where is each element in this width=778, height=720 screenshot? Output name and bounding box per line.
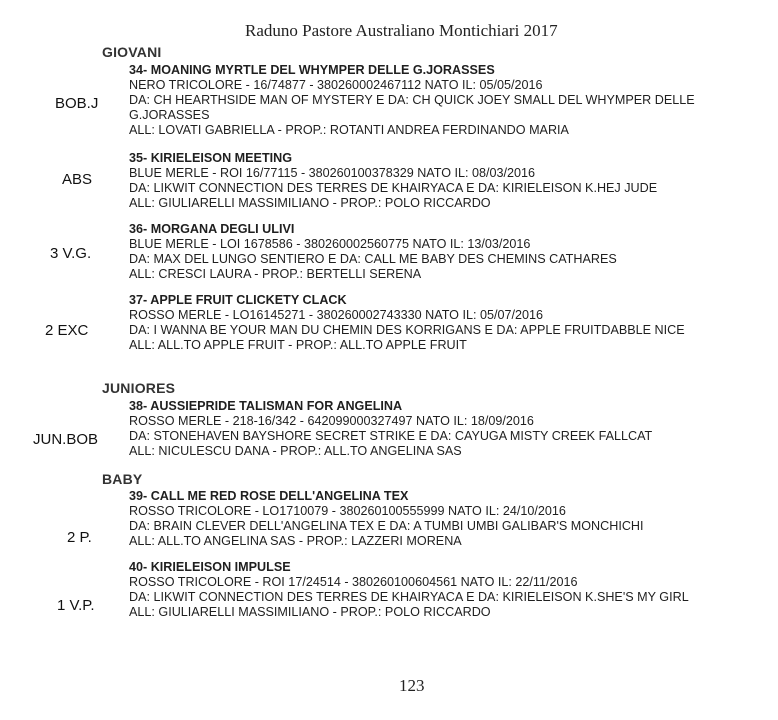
dog-owners: ALL: ALL.TO APPLE FRUIT - PROP.: ALL.TO APPLE FRUIT [129,338,467,352]
result-label: 2 EXC [45,322,89,339]
section-heading-baby: BABY [102,471,143,487]
dog-name: 39- CALL ME RED ROSE DELL'ANGELINA TEX [129,489,409,503]
result-label: BOB.J [55,95,99,112]
dog-entry [129,293,769,353]
dog-owners: ALL: ALL.TO ANGELINA SAS - PROP.: LAZZERI MORENA [129,534,462,548]
dog-parents: DA: LIKWIT CONNECTION DES TERRES DE KHAIRYACA E DA: KIRIELEISON K.SHE'S MY GIRL [129,590,689,604]
dog-owners: ALL: CRESCI LAURA - PROP.: BERTELLI SERENA [129,267,422,281]
dog-entry [129,489,769,549]
dog-owners: ALL: GIULIARELLI MASSIMILIANO - PROP.: POLO RICCARDO [129,605,491,619]
dog-name: 37- APPLE FRUIT CLICKETY CLACK [129,293,347,307]
result-label: 2 P. [67,529,92,546]
dog-parents: DA: BRAIN CLEVER DELL'ANGELINA TEX E DA: A TUMBI UMBI GALIBAR'S MONCHICHI [129,519,644,533]
dog-parents: DA: CH HEARTHSIDE MAN OF MYSTERY E DA: CH QUICK JOEY SMALL DEL WHYMPER DELLE G.JORASSES [129,93,695,122]
dog-name: 38- AUSSIEPRIDE TALISMAN FOR ANGELINA [129,399,403,413]
page-title: Raduno Pastore Australiano Montichiari 2017 [245,21,558,40]
dog-entry [129,560,769,620]
dog-parents: DA: LIKWIT CONNECTION DES TERRES DE KHAIRYACA E DA: KIRIELEISON K.HEJ JUDE [129,181,658,195]
dog-registration: ROSSO TRICOLORE - ROI 17/24514 - 380260100604561 NATO IL: 22/11/2016 [129,575,578,589]
dog-owners: ALL: LOVATI GABRIELLA - PROP.: ROTANTI ANDREA FERDINANDO MARIA [129,123,569,137]
result-label: JUN.BOB [33,431,99,448]
dog-owners: ALL: GIULIARELLI MASSIMILIANO - PROP.: POLO RICCARDO [129,196,491,210]
section-heading-giovani: GIOVANI [102,44,162,60]
dog-name: 35- KIRIELEISON MEETING [129,151,293,165]
dog-registration: BLUE MERLE - ROI 16/77115 - 380260100378329 NATO IL: 08/03/2016 [129,166,536,180]
dog-registration: BLUE MERLE - LOI 1678586 - 380260002560775 NATO IL: 13/03/2016 [129,237,531,251]
result-label: 1 V.P. [57,597,95,614]
dog-registration: ROSSO MERLE - 218-16/342 - 642099000327497 NATO IL: 18/09/2016 [129,414,534,428]
section-heading-juniores: JUNIORES [102,380,176,396]
dog-registration: NERO TRICOLORE - 16/74877 - 380260002467112 NATO IL: 05/05/2016 [129,78,543,92]
page-number: 123 [399,676,425,695]
dog-name: 40- KIRIELEISON IMPULSE [129,560,291,574]
dog-owners: ALL: NICULESCU DANA - PROP.: ALL.TO ANGELINA SAS [129,444,462,458]
dog-parents: DA: MAX DEL LUNGO SENTIERO E DA: CALL ME BABY DES CHEMINS CATHARES [129,252,617,266]
dog-registration: ROSSO MERLE - LO16145271 - 380260002743330 NATO IL: 05/07/2016 [129,308,544,322]
result-label: 3 V.G. [50,245,92,262]
dog-entry [129,222,769,282]
dog-entry [129,399,769,459]
dog-parents: DA: I WANNA BE YOUR MAN DU CHEMIN DES KORRIGANS E DA: APPLE FRUITDABBLE NICE [129,323,685,337]
dog-entry [129,151,769,211]
dog-name: 34- MOANING MYRTLE DEL WHYMPER DELLE G.JORASSES [129,63,495,77]
dog-name: 36- MORGANA DEGLI ULIVI [129,222,295,236]
result-label: ABS [62,171,93,188]
dog-entry [129,63,769,138]
dog-registration: ROSSO TRICOLORE - LO1710079 - 380260100555999 NATO IL: 24/10/2016 [129,504,566,518]
dog-parents: DA: STONEHAVEN BAYSHORE SECRET STRIKE E DA: CAYUGA MISTY CREEK FALLCAT [129,429,653,443]
